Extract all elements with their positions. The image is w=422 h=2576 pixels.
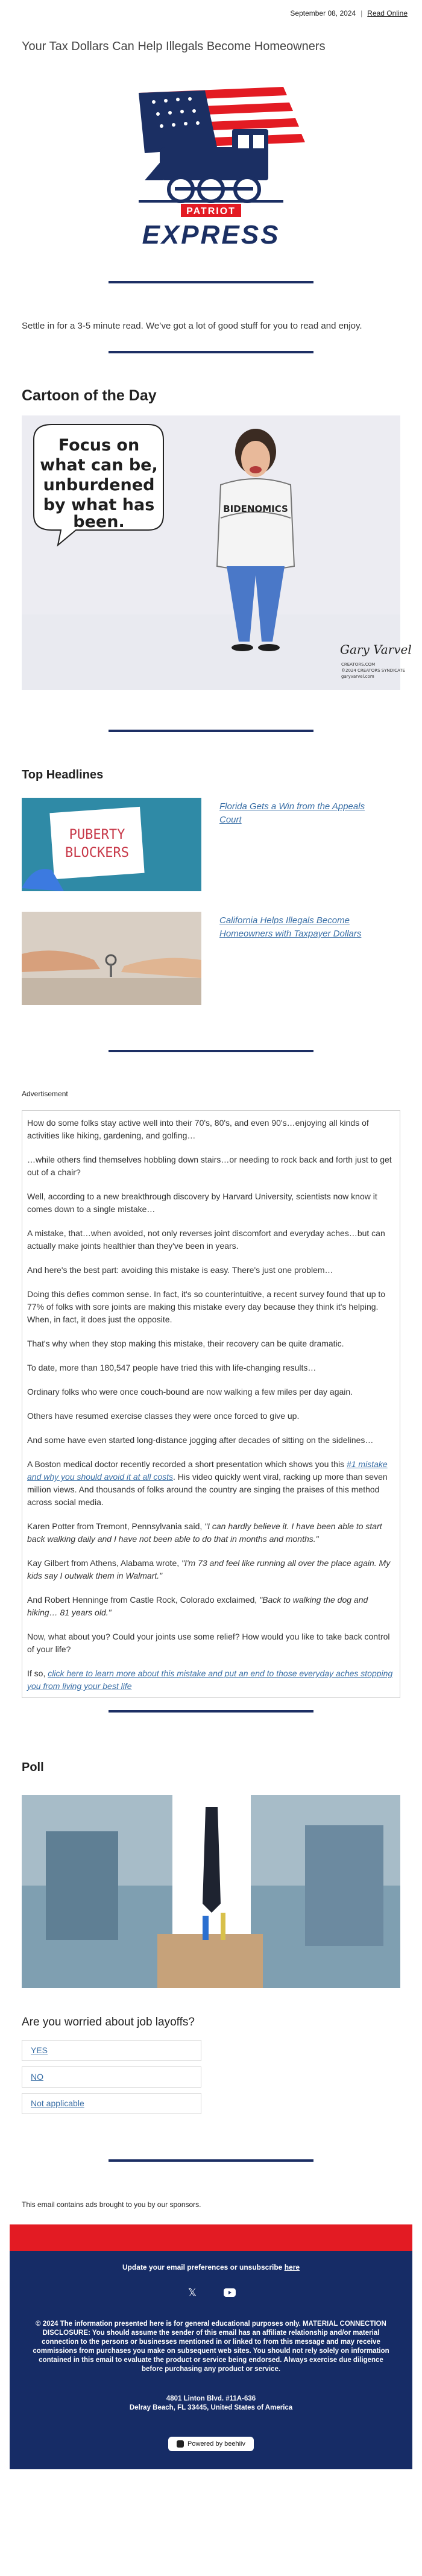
patriot-express-logo bbox=[102, 81, 320, 256]
headline-link[interactable]: California Helps Illegals Become Homeowners with Taxpayer Dollars bbox=[219, 915, 362, 939]
logo-express-text: EXPRESS bbox=[142, 220, 280, 250]
read-online-link[interactable]: Read Online bbox=[367, 9, 408, 17]
ad-paragraph: …while others find themselves hobbling down stairs…or needing to rock back and forth just to get out of a chair? bbox=[27, 1155, 392, 1177]
speech-line: unburdened bbox=[43, 476, 155, 494]
mailing-address: 4801 Linton Blvd. #11A-636 Delray Beach, FL 33445, United States of America bbox=[129, 2395, 293, 2411]
headline-item bbox=[0, 798, 422, 891]
jacket-label: BIDENOMICS bbox=[223, 504, 288, 514]
ad-paragraph: That's why when they stop making this mistake, their recovery can be quite dramatic. bbox=[27, 1339, 344, 1348]
ad-paragraph: Well, according to a new breakthrough discovery by Harvard University, scientists now know it comes down to a single mistake… bbox=[27, 1192, 377, 1214]
legal-disclosure: © 2024 The information presented here is for general educational purposes only. MATERIAL CONNECTION DISCLOSURE: You should assume the sender of this email has an affiliate relationship and/or material connection to the persons or businesses mentioned in or linked to from this message and may receive commissions from purchases you make on subsequent web sites. You should not rely solely on information contained in this email to evaluate the product or service being endorsed. Always exercise due diligence before purchasing any product or service. bbox=[33, 2320, 389, 2373]
ad-paragraph: How do some folks stay active well into their 70's, 80's, and even 90's…enjoying all kinds of activities like hiking, gardening, and golfing… bbox=[27, 1118, 369, 1140]
footer-red-bar bbox=[10, 2224, 412, 2251]
speech-line: by what has bbox=[43, 496, 155, 514]
ad-paragraph: And some have even started long-distance jogging after decades of sitting on the sidelines… bbox=[27, 1435, 374, 1445]
social-links bbox=[28, 2286, 394, 2299]
ad-paragraph: If so, click here to learn more about this mistake and put an end to those everyday aches stopping you from living your best life bbox=[27, 1668, 393, 1691]
cartoon-image bbox=[22, 415, 412, 690]
testimonial-quote: "I'm 73 and feel like running all over the place again. My kids say I outwalk them in Walmart." bbox=[27, 1558, 391, 1580]
advertisement-box bbox=[22, 1110, 400, 1698]
top-bar bbox=[0, 0, 422, 27]
thumb-text: PUBERTY bbox=[69, 827, 125, 842]
ad-paragraph: And here's the best part: avoiding this mistake is easy. There's just one problem… bbox=[27, 1265, 333, 1275]
cartoon-title: Cartoon of the Day bbox=[22, 387, 157, 404]
ad-paragraph: Karen Potter from Tremont, Pennsylvania said, "I can hardly believe it. I have been able to start back walking daily and I have not been able to do that in months and months." bbox=[27, 1521, 382, 1544]
email-preferences: Update your email preferences or unsubscribe here bbox=[122, 2263, 300, 2271]
unsubscribe-link[interactable]: here bbox=[284, 2263, 300, 2271]
credit-line: garyvarvel.com bbox=[341, 674, 374, 679]
headline-item bbox=[0, 912, 422, 1005]
email-subject: Your Tax Dollars Can Help Illegals Become Homeowners bbox=[22, 40, 326, 53]
flag-stripes bbox=[139, 87, 305, 153]
ad-paragraph: Doing this defies common sense. In fact, it's so counterintuitive, a recent survey found that up to 77% of folks with sore joints are making this mistake every day because they think it's helping. When, in fact, it does just the opposite. bbox=[27, 1289, 386, 1324]
powered-by-badge[interactable]: Powered by beehiiv bbox=[168, 2437, 254, 2451]
testimonial-quote: "Back to walking the dog and hiking… 81 years old." bbox=[27, 1595, 368, 1617]
speech-line: Focus on bbox=[58, 436, 140, 455]
poll-option-yes[interactable]: YES bbox=[22, 2040, 201, 2061]
logo-patriot-text: PATRIOT bbox=[186, 206, 236, 216]
ad-paragraph: To date, more than 180,547 people have tried this with life-changing results… bbox=[27, 1363, 316, 1372]
ad-paragraph: Now, what about you? Could your joints use some relief? How would you like to take back control of your life? bbox=[27, 1632, 390, 1654]
issue-date: September 08, 2024 bbox=[290, 9, 356, 17]
ad-paragraph: A Boston medical doctor recently recorded a short presentation which shows you this #1 mistake and why you should avoid it at all costs. His video quickly went viral, racking up more than seven million views. And thousands of folks around the country are singing the praises of this method across social media. bbox=[27, 1459, 388, 1507]
footer bbox=[10, 2224, 412, 2469]
sponsor-note: This email contains ads brought to you by our sponsors. bbox=[22, 2200, 201, 2209]
ad-cta-link[interactable]: click here to learn more about this mistake and put an end to those everyday aches stopping you from living your best life bbox=[27, 1668, 393, 1691]
separator: | bbox=[361, 9, 363, 17]
poll-option-no[interactable]: NO bbox=[22, 2066, 201, 2088]
ad-link[interactable]: #1 mistake and why you should avoid it at all costs bbox=[27, 1459, 388, 1482]
advertisement-label: Advertisement bbox=[22, 1090, 68, 1098]
credit-line: ©2024 CREATORS SYNDICATE bbox=[341, 668, 406, 673]
poll-title: Poll bbox=[22, 1761, 44, 1774]
poll-question: Are you worried about job layoffs? bbox=[22, 2016, 195, 2028]
ad-paragraph: A mistake, that…when avoided, not only reverses joint discomfort and everyday aches…but can actually make joints healthier than they've been in years. bbox=[27, 1228, 385, 1251]
thumb-text: BLOCKERS bbox=[65, 845, 129, 860]
beehiiv-icon bbox=[177, 2440, 184, 2448]
poll-image bbox=[22, 1795, 400, 1988]
headline-link[interactable]: Florida Gets a Win from the Appeals Court bbox=[219, 801, 365, 825]
cartoonist-signature: Gary Varvel bbox=[340, 642, 412, 657]
x-twitter-icon[interactable]: 𝕏 bbox=[187, 2286, 197, 2299]
youtube-icon[interactable] bbox=[223, 2286, 236, 2299]
ad-paragraph: Others have resumed exercise classes they were once forced to give up. bbox=[27, 1411, 300, 1421]
speech-line: been. bbox=[73, 513, 125, 531]
testimonial-quote: "I can hardly believe it. I have been able to start back walking daily and I have not been able to do that in months and months." bbox=[27, 1521, 382, 1544]
ad-paragraph: Ordinary folks who were once couch-bound are now walking a few miles per day again. bbox=[27, 1387, 353, 1397]
headline-thumbnail[interactable] bbox=[22, 798, 201, 891]
ad-paragraph: Kay Gilbert from Athens, Alabama wrote, "I'm 73 and feel like running all over the place again. My kids say I outwalk them in Walmart." bbox=[27, 1558, 391, 1580]
headlines-title: Top Headlines bbox=[22, 768, 104, 781]
headline-thumbnail[interactable] bbox=[22, 912, 201, 1005]
intro-text: Settle in for a 3-5 minute read. We’ve got a lot of good stuff for you to read and enjoy. bbox=[22, 321, 362, 331]
ad-paragraph: And Robert Henninge from Castle Rock, Colorado exclaimed, "Back to walking the dog and hiking… 81 years old." bbox=[27, 1595, 368, 1617]
credit-line: CREATORS.COM bbox=[341, 662, 376, 667]
poll-option-not-applicable[interactable]: Not applicable bbox=[22, 2093, 201, 2114]
speech-line: what can be, bbox=[40, 456, 158, 475]
